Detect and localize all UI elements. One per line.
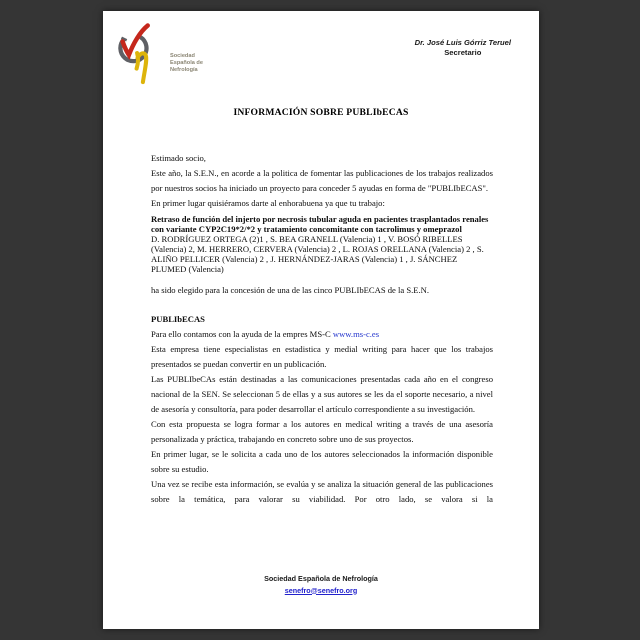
section-heading-publibecas: PUBLIbECAS xyxy=(151,314,205,324)
sen-logo-icon xyxy=(111,23,169,87)
signatory-role: Secretario xyxy=(444,47,482,57)
sen-logo xyxy=(111,23,203,87)
page-footer xyxy=(103,574,539,595)
logo-line-1: Sociedad xyxy=(170,53,195,59)
sen-logo-text xyxy=(170,23,203,74)
document-page xyxy=(103,11,539,629)
footer-org-name: Sociedad Española de Nefrología xyxy=(264,574,378,583)
paragraph-msc-text: Para ello contamos con la ayuda de la empres MS-C xyxy=(151,329,333,339)
authors-list: D. RODRÍGUEZ ORTEGA (2)1 , S. BEA GRANELL (Valencia) 1 , V. BOSÓ RIBELLES (Valencia) 2, M. HERRERO, CERVERA (Valencia) 2 , L. ROJAS ORELLANA (Valencia) 2 , S. ALIÑO PELLICER (Valencia) 2 , J. HERNÁNDEZ-JARAS (Valencia) 1 , J. SÁNCHEZ PLUMED (Valencia) xyxy=(151,234,484,274)
logo-line-3: Nefrología xyxy=(170,67,198,73)
paragraph-intro: Este año, la S.E.N., en acorde a la politica de fomentar las publicaciones de los trabajos realizados por nuestros socios ha iniciado un proyecto para conceder 5 ayudas en forma de "PUBLIbECAS". xyxy=(151,168,493,193)
salutation: Estimado socio, xyxy=(151,153,206,163)
msc-website-link[interactable]: www.ms-c.es xyxy=(332,329,380,339)
work-title: Retraso de función del injerto por necrosis tubular aguda en pacientes trasplantados renales con variante CYP2C19*2/*2 y tratamiento concomitante con tacrolimus y omeprazol xyxy=(151,214,489,234)
paragraph-congrats: En primer lugar quisiéramos darte al enhorabuena ya que tu trabajo: xyxy=(151,198,385,208)
page-title: INFORMACIÓN SOBRE PUBLIbECAS xyxy=(233,107,409,118)
paragraph-msc xyxy=(151,327,493,342)
paragraph-request-info: En primer lugar, se le solicita a cada uno de los autores seleccionados la información disponible sobre su estudio. xyxy=(151,449,493,474)
paragraph-company: Esta empresa tiene especialistas en estadistica y medial writing para hacer que los trabajos presentados se puedan convertir en un publicación. xyxy=(151,344,493,369)
paragraph-selected: ha sido elegido para la concesión de una de las cinco PUBLIbECAS de la S.E.N. xyxy=(151,285,430,295)
paragraph-proposal: Con esta propuesta se logra formar a los autores en medical writing a través de una asesoría personalizada y práctica, trabajando en concreto sobre uno de sus proyectos. xyxy=(151,419,493,444)
letter-body xyxy=(151,151,493,507)
paragraph-evaluation: Una vez se recibe esta información, se evalúa y se analiza la situación general de las publicaciones sobre la temática, para valorar su viabilidad. Por otro lado, se valora si la xyxy=(151,479,493,504)
paragraph-destination: Las PUBLIbeCAs están destinadas a las comunicaciones presentadas cada año en el congreso nacional de la SEN. Se seleccionan 5 de ellas y a sus autores se les da el soporte necesario, a nivel de asesoría y consultoría, para poder desarrollar el artículo correspondiente a su investigación. xyxy=(151,374,493,414)
footer-email-link[interactable]: senefro@senefro.org xyxy=(284,585,358,595)
signatory-name: Dr. José Luis Górriz Teruel xyxy=(414,38,511,47)
signatory-block xyxy=(415,38,511,57)
logo-line-2: Española de xyxy=(170,60,203,66)
